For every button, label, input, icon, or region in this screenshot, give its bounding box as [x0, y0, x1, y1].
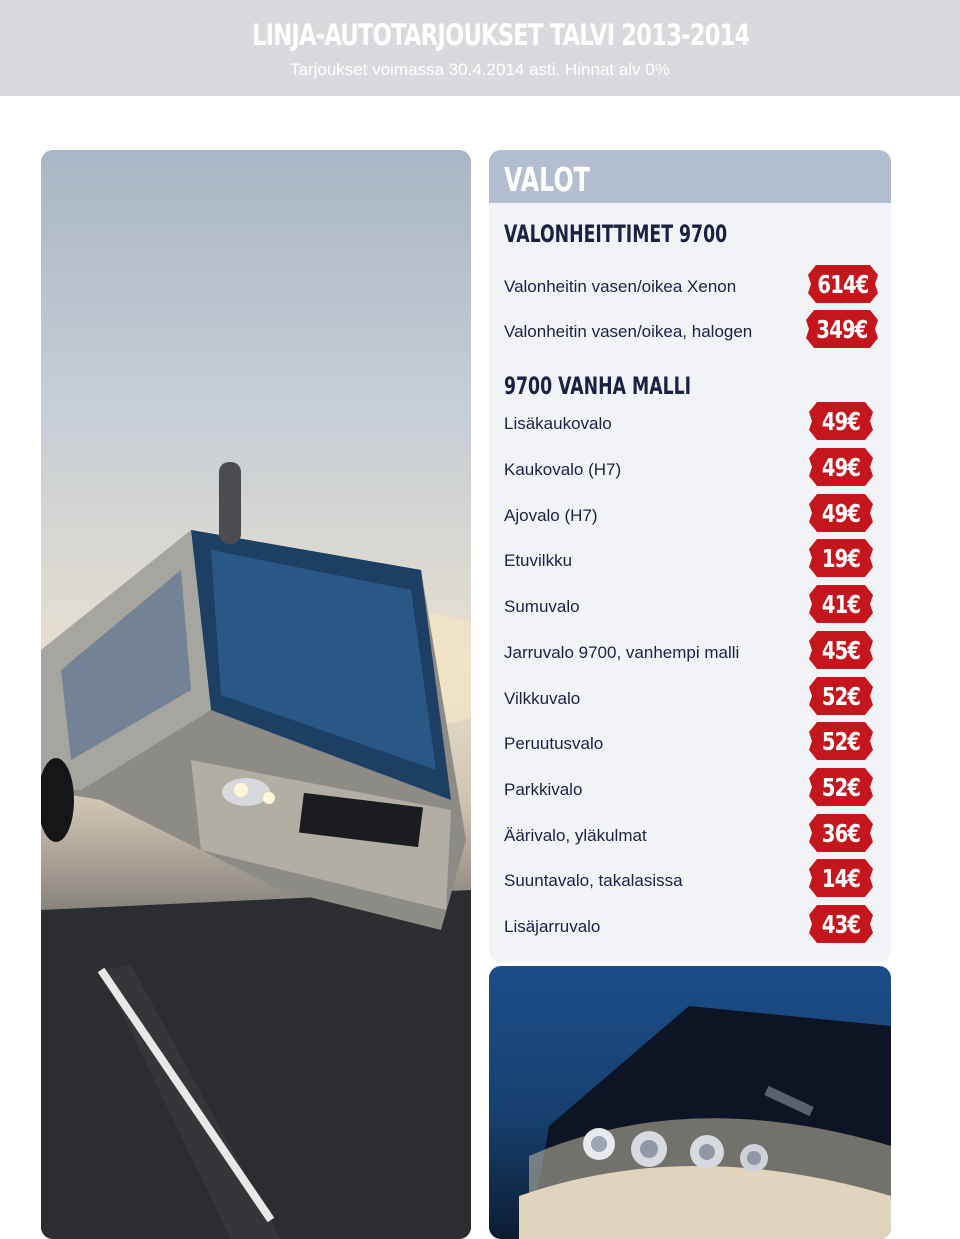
item-name: Äärivalo, yläkulmat	[504, 826, 647, 845]
list-item	[489, 402, 891, 442]
item-name: Ajovalo (H7)	[504, 506, 598, 525]
item-name: Sumuvalo	[504, 597, 580, 616]
price-value: 49€	[821, 499, 861, 528]
price-value: 614€	[817, 270, 869, 299]
price-value: 49€	[821, 407, 861, 436]
price-value: 43€	[821, 910, 861, 939]
item-name: Lisäkaukovalo	[504, 414, 612, 433]
price-value: 52€	[821, 727, 861, 756]
page-header	[0, 0, 960, 96]
item-name: Kaukovalo (H7)	[504, 460, 622, 479]
item-name: Peruutusvalo	[504, 734, 604, 753]
price-badge	[809, 448, 873, 486]
price-value: 19€	[821, 544, 861, 573]
list-item	[489, 768, 891, 808]
page-title: LINJA-AUTOTARJOUKSET TALVI 2013-2014	[252, 18, 750, 52]
list-item	[489, 859, 891, 899]
item-name: Etuvilkku	[504, 551, 573, 570]
price-value: 14€	[821, 864, 861, 893]
price-value: 349€	[816, 315, 868, 344]
list-item	[489, 677, 891, 717]
bus-headlights-photo	[489, 966, 891, 1239]
list-item	[489, 631, 891, 671]
item-name: Jarruvalo 9700, vanhempi malli	[504, 643, 740, 662]
list-item	[489, 265, 891, 305]
item-name: Valonheitin vasen/oikea, halogen	[504, 322, 753, 341]
list-item	[489, 905, 891, 945]
price-value: 41€	[821, 590, 861, 619]
list-item	[489, 814, 891, 854]
price-value: 49€	[821, 453, 861, 482]
item-name: Parkkivalo	[504, 780, 583, 799]
price-badge	[809, 585, 873, 623]
list-item	[489, 539, 891, 579]
price-badge	[809, 677, 873, 715]
section-title: VALOT	[504, 160, 590, 199]
bus-photo	[41, 150, 471, 1239]
page-subtitle: Tarjoukset voimassa 30.4.2014 asti. Hinnat alv 0%	[290, 60, 670, 79]
list-item	[489, 494, 891, 534]
price-badge	[809, 631, 873, 669]
item-name: Valonheitin vasen/oikea Xenon	[504, 277, 737, 296]
list-item	[489, 448, 891, 488]
price-badge	[808, 265, 878, 303]
price-value: 52€	[821, 773, 861, 802]
price-badge	[809, 722, 873, 760]
price-badge	[809, 494, 873, 532]
item-name: Suuntavalo, takalasissa	[504, 871, 683, 890]
panel-header	[489, 150, 891, 203]
price-badge	[809, 768, 873, 806]
price-value: 45€	[821, 636, 861, 665]
price-badge	[809, 402, 873, 440]
price-value: 52€	[821, 682, 861, 711]
list-item	[489, 310, 891, 350]
item-name: Vilkkuvalo	[504, 689, 581, 708]
price-badge	[809, 905, 873, 943]
group-heading-valonheittimet: VALONHEITTIMET 9700	[504, 220, 728, 248]
list-item	[489, 722, 891, 762]
list-item	[489, 585, 891, 625]
item-name: Lisäjarruvalo	[504, 917, 601, 936]
price-panel	[489, 150, 891, 962]
price-badge	[809, 539, 873, 577]
price-value: 36€	[821, 819, 861, 848]
price-badge	[809, 859, 873, 897]
price-badge	[809, 814, 873, 852]
group-heading-vanha-malli: 9700 VANHA MALLI	[504, 372, 692, 400]
price-badge	[806, 310, 878, 348]
